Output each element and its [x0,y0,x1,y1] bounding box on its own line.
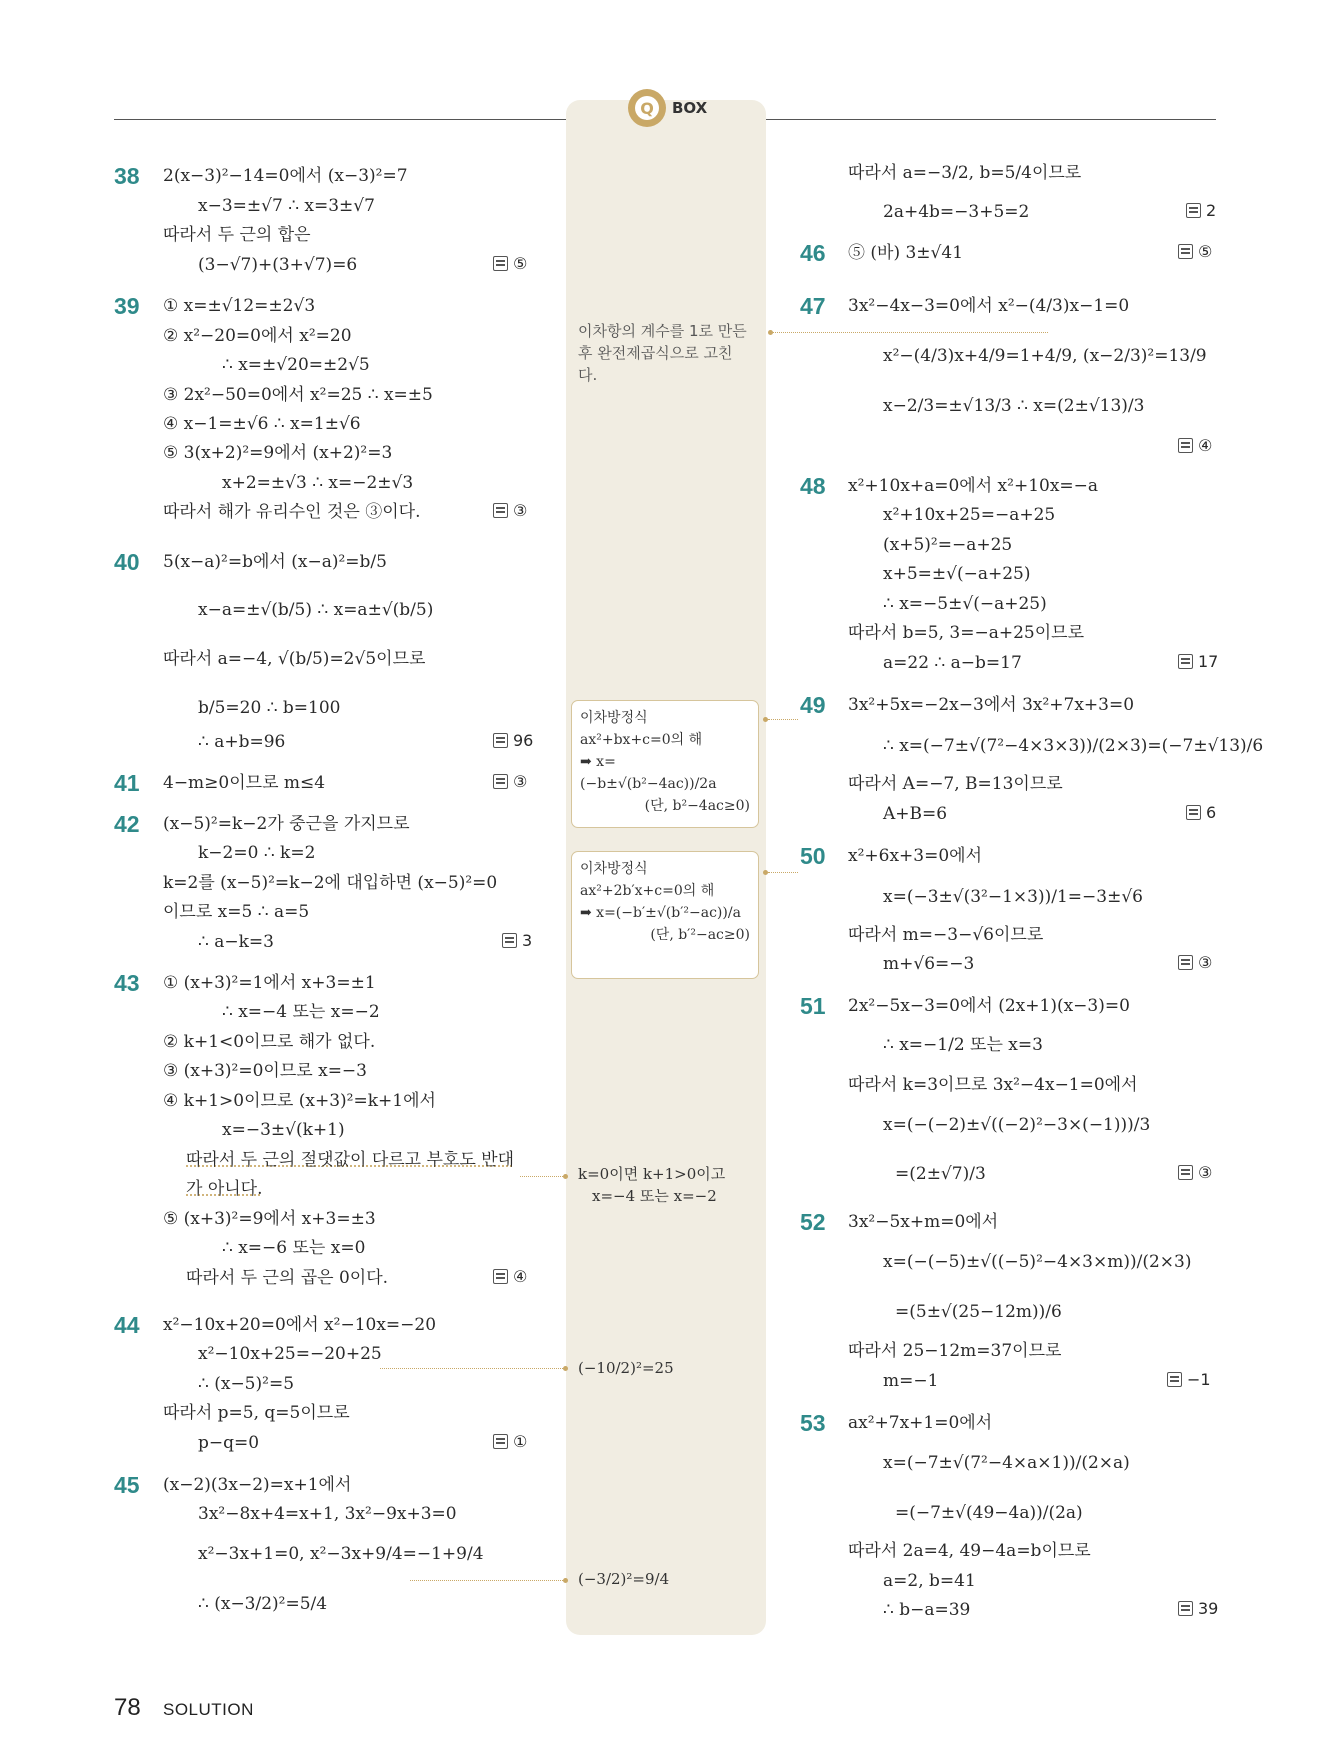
solution-line: 4−m≥0이므로 m≤4 [163,773,326,793]
leader-line [410,1580,565,1581]
answer-mark: 3 [502,931,532,950]
solution-line: 따라서 두 근의 곱은 0이다. [186,1268,389,1288]
answer-mark: ③ [493,772,527,791]
solution-line: ④ k+1>0이므로 (x+3)²=k+1에서 [163,1091,436,1111]
problem-number: 45 [114,1472,140,1498]
answer-icon [1186,805,1201,820]
answer-icon [493,1269,508,1284]
leader-line [520,1176,565,1177]
leader-dot [563,1174,568,1179]
answer-mark: 6 [1186,803,1216,822]
problem-number: 41 [114,770,140,796]
problem-number: 52 [800,1209,826,1235]
answer-icon [1178,654,1193,669]
answer-icon [493,503,508,518]
problem-number: 46 [800,240,826,266]
solution-line: ② k+1<0이므로 해가 없다. [163,1032,376,1052]
solution-line: ∴ x=−1/2 또는 x=3 [883,1035,1043,1055]
answer-icon [493,256,508,271]
solution-line: ∴ (x−5)²=5 [198,1374,295,1394]
answer-mark: ① [493,1432,527,1451]
solution-line: ① x=±√12=±2√3 [163,296,316,316]
solution-line: 3x²−4x−3=0에서 x²−(4/3)x−1=0 [848,296,1130,316]
answer-icon [1178,1601,1193,1616]
answer-mark: ③ [493,501,527,520]
solution-line: 2a+4b=−3+5=2 [883,202,1030,222]
solution-line: 따라서 A=−7, B=13이므로 [848,774,1063,794]
solution-line: ⑤ (x+3)²=9에서 x+3=±3 [163,1209,376,1229]
leader-line [773,332,1048,333]
q-badge-icon: Q [628,89,666,127]
solution-line: m+√6=−3 [883,954,975,974]
answer-mark: ③ [1178,1163,1212,1182]
answer-icon [493,1434,508,1449]
solution-line: b/5=20 ∴ b=100 [198,698,341,718]
problem-number: 42 [114,811,140,837]
solution-line: ③ (x+3)²=0이므로 x=−3 [163,1061,367,1081]
answer-mark: ④ [1178,436,1212,455]
solution-line: x−a=±√(b/5) ∴ x=a±√(b/5) [198,600,434,620]
solution-line: ∴ x=−4 또는 x=−2 [222,1002,380,1022]
solution-line: 따라서 a=−3/2, b=5/4이므로 [848,163,1082,183]
solution-line: x−3=±√7 ∴ x=3±√7 [198,196,375,216]
solution-line: k−2=0 ∴ k=2 [198,843,316,863]
solution-line: x+5=±√(−a+25) [883,564,1031,584]
solution-line: ② x²−20=0에서 x²=20 [163,326,352,346]
solution-line: x−2/3=±√13/3 ∴ x=(2±√13)/3 [883,396,1145,416]
solution-line: =(2±√7)/3 [895,1164,986,1184]
solution-line: ∴ b−a=39 [883,1600,971,1620]
solution-line: ④ x−1=±√6 ∴ x=1±√6 [163,414,361,434]
answer-mark: 17 [1178,652,1218,671]
solution-line: ∴ x=−6 또는 x=0 [222,1238,366,1258]
solution-line: x+2=±√3 ∴ x=−2±√3 [222,473,414,493]
answer-icon [493,733,508,748]
leader-dot [563,1578,568,1583]
solution-line: 따라서 p=5, q=5이므로 [163,1403,350,1423]
solution-line: =(5±√(25−12m))/6 [895,1302,1062,1322]
qbox-note-45: (−3/2)²=9/4 [578,1570,670,1588]
problem-number: 40 [114,549,140,575]
answer-mark: ⑤ [493,254,527,273]
solution-line: ∴ (x−3/2)²=5/4 [198,1594,328,1614]
footer-label: SOLUTION [163,1700,254,1719]
leader-line [380,1368,565,1369]
leader-line [768,719,798,720]
solution-line: 따라서 두 근의 합은 [163,225,311,245]
solution-line: 3x²−5x+m=0에서 [848,1212,999,1232]
problem-number: 39 [114,293,140,319]
solution-line: a=22 ∴ a−b=17 [883,653,1022,673]
problem-number: 49 [800,692,826,718]
solution-line: x²+6x+3=0에서 [848,846,983,866]
solution-line: 3x²+5x=−2x−3에서 3x²+7x+3=0 [848,695,1135,715]
solution-line: k=2를 (x−5)²=k−2에 대입하면 (x−5)²=0 [163,873,498,893]
qbox-header [628,87,707,129]
solution-line: A+B=6 [883,804,948,824]
answer-icon [502,933,517,948]
solution-line: ∴ x=−5±√(−a+25) [883,594,1047,614]
leader-line [768,872,798,873]
problem-number: 47 [800,293,826,319]
qbox-note-44: (−10/2)²=25 [578,1359,674,1377]
solution-line: 따라서 a=−4, √(b/5)=2√5이므로 [163,649,426,669]
qbox-note-47: 이차항의 계수를 1로 만든 후 완전제곱식으로 고친 다. [578,322,747,384]
page-number: 78 [114,1694,141,1721]
solution-line: p−q=0 [198,1433,260,1453]
problem-number: 43 [114,970,140,996]
problem-number: 38 [114,163,140,189]
answer-icon [1178,955,1193,970]
solution-line: x²−10x+20=0에서 x²−10x=−20 [163,1315,437,1335]
solution-line: ⑤ 3(x+2)²=9에서 (x+2)²=3 [163,443,393,463]
solution-line: 2x²−5x−3=0에서 (2x+1)(x−3)=0 [848,996,1130,1016]
solution-line: (x−5)²=k−2가 중근을 가지므로 [163,814,410,834]
answer-mark: ⑤ [1178,242,1212,261]
answer-icon [1178,438,1193,453]
solution-line: (3−√7)+(3+√7)=6 [198,255,358,275]
solution-line: 따라서 25−12m=37이므로 [848,1341,1062,1361]
solution-line: ∴ a−k=3 [198,932,274,952]
solution-line: 3x²−8x+4=x+1, 3x²−9x+3=0 [198,1504,457,1524]
solution-line: 이므로 x=5 ∴ a=5 [163,902,310,922]
solution-line: x²−10x+25=−20+25 [198,1344,382,1364]
leader-dot [563,1366,568,1371]
solution-line: x²−(4/3)x+4/9=1+4/9, (x−2/3)²=13/9 [883,346,1207,366]
answer-icon [1178,1165,1193,1180]
answer-mark: 39 [1178,1599,1218,1618]
solution-line: ax²+7x+1=0에서 [848,1413,993,1433]
solution-line: =(−7±√(49−4a))/(2a) [895,1503,1083,1523]
answer-icon [1178,244,1193,259]
solution-line: x=−3±√(k+1) [222,1120,345,1140]
solution-line: x=(−3±√(3²−1×3))/1=−3±√6 [883,887,1143,907]
solution-line: ① (x+3)²=1에서 x+3=±1 [163,973,376,993]
solution-line: a=2, b=41 [883,1571,976,1591]
solution-line: x²−3x+1=0, x²−3x+9/4=−1+9/4 [198,1544,484,1564]
solution-line: x²+10x+a=0에서 x²+10x=−a [848,476,1099,496]
solution-line: 따라서 b=5, 3=−a+25이므로 [848,623,1085,643]
problem-number: 51 [800,993,826,1019]
solution-line: 2(x−3)²−14=0에서 (x−3)²=7 [163,166,408,186]
answer-mark: 2 [1186,201,1216,220]
solution-line: (x+5)²=−a+25 [883,535,1013,555]
answer-icon [493,774,508,789]
problem-number: 53 [800,1410,826,1436]
answer-mark: ③ [1178,953,1212,972]
answer-mark: ④ [493,1267,527,1286]
answer-mark: −1 [1167,1370,1211,1389]
solution-line: 가 아니다. [186,1179,263,1199]
solution-line: x²+10x+25=−a+25 [883,505,1056,525]
solution-line: ∴ x=±√20=±2√5 [222,355,370,375]
solution-line: x=(−(−5)±√((−5)²−4×3×m))/(2×3) [883,1252,1192,1272]
qbox-label: BOX [672,99,708,117]
solution-line: ∴ a+b=96 [198,732,286,752]
problem-number: 50 [800,843,826,869]
solution-line: 따라서 k=3이므로 3x²−4x−1=0에서 [848,1075,1138,1095]
answer-icon [1186,203,1201,218]
solution-line: ⑤ (바) 3±√41 [848,243,964,263]
answer-mark: 96 [493,731,533,750]
solution-line: x=(−7±√(7²−4×a×1))/(2×a) [883,1453,1130,1473]
solution-line: 따라서 m=−3−√6이므로 [848,925,1044,945]
solution-line: 따라서 해가 유리수인 것은 ③이다. [163,502,421,522]
solution-line: (x−2)(3x−2)=x+1에서 [163,1475,352,1495]
solution-line: m=−1 [883,1371,939,1391]
formula-card-2: 이차방정식 ax²+2b′x+c=0의 해 ➡ x=(−b′±√(b′²−ac))/a (단, b′²−ac≥0) [571,851,759,979]
problem-number: 44 [114,1312,140,1338]
solution-line: ③ 2x²−50=0에서 x²=25 ∴ x=±5 [163,385,433,405]
solution-line: 따라서 두 근의 절댓값이 다르고 부호도 반대 [186,1150,515,1170]
answer-icon [1167,1372,1182,1387]
qbox-note-43: k=0이면 k+1>0이고 x=−4 또는 x=−2 [578,1165,726,1205]
problem-number: 48 [800,473,826,499]
solution-line: 따라서 2a=4, 49−4a=b이므로 [848,1541,1091,1561]
solution-line: 5(x−a)²=b에서 (x−a)²=b/5 [163,552,387,572]
solution-line: ∴ x=(−7±√(7²−4×3×3))/(2×3)=(−7±√13)/6 [883,736,1264,756]
formula-card-1: 이차방정식 ax²+bx+c=0의 해 ➡ x=(−b±√(b²−4ac))/2a (단, b²−4ac≥0) [571,700,759,828]
solution-line: x=(−(−2)±√((−2)²−3×(−1)))/3 [883,1115,1151,1135]
